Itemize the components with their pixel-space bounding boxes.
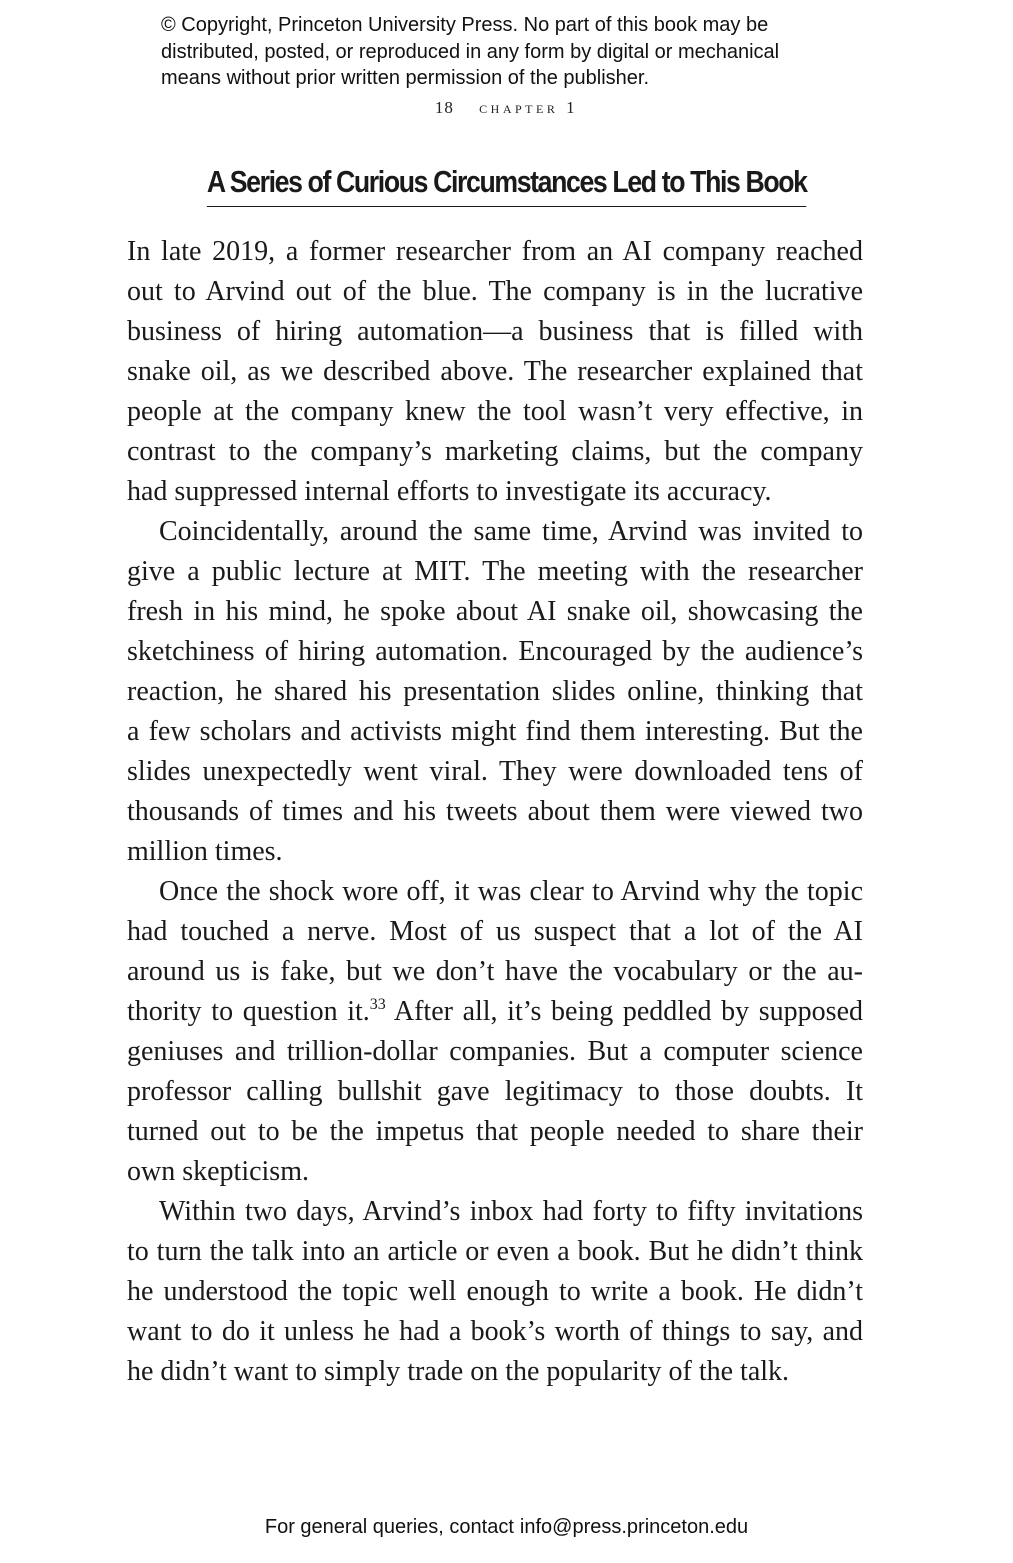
text-line: contrast to the company’s marketing claims, but the company	[127, 436, 863, 467]
text-line-with-footnote	[127, 992, 863, 1032]
text-line: had suppressed internal efforts to investigate its accuracy.	[127, 476, 772, 507]
text-line: he didn’t want to simply trade on the popularity of the talk.	[127, 1356, 790, 1387]
text-line: fresh in his mind, he spoke about AI snake oil, showcasing the	[127, 596, 863, 627]
text-line: million times.	[127, 836, 283, 867]
copyright-notice	[161, 12, 881, 92]
footer-email-link[interactable]: info@press.princeton.edu	[519, 1516, 749, 1538]
footer-label: For general queries, contact	[264, 1516, 514, 1538]
text-line: snake oil, as we described above. The researcher explained that	[127, 356, 863, 387]
text-line: geniuses and trillion-dollar companies. But a computer science	[127, 1036, 863, 1067]
text-line: want to do it unless he had a book’s worth of things to say, and	[127, 1316, 863, 1347]
text-line: people at the company knew the tool wasn’t very effective, in	[127, 396, 863, 427]
text-line: to turn the talk into an article or even a book. But he didn’t think	[127, 1236, 863, 1267]
text-line: around us is fake, but we don’t have the vocabulary or the au-	[127, 956, 863, 987]
text-line: turned out to be the impetus that people needed to share their	[127, 1116, 863, 1147]
page-number: 18	[434, 98, 454, 117]
copyright-line: means without prior written permission of the publisher.	[161, 67, 650, 89]
footnote-marker[interactable]: 33	[369, 996, 386, 1013]
text-line: business of hiring automation—a business that is filled with	[127, 316, 863, 347]
text-fragment: thority to question it.	[127, 996, 370, 1027]
section-heading: A Series of Curious Circumstances Led to This Book	[207, 162, 807, 207]
text-line: own skepticism.	[127, 1156, 309, 1187]
text-line: Within two days, Arvind’s inbox had forty to fifty invitations	[159, 1196, 863, 1227]
text-line: thousands of times and his tweets about them were viewed two	[127, 796, 863, 827]
section-heading-container	[0, 162, 1013, 207]
text-line: Coincidentally, around the same time, Arvind was invited to	[159, 516, 863, 547]
text-fragment: After all, it’s being peddled by supposed	[385, 996, 863, 1027]
text-line: In late 2019, a former researcher from an AI company reached	[127, 236, 863, 267]
footer	[0, 1516, 1013, 1539]
text-line: he understood the topic well enough to write a book. He didn’t	[127, 1276, 863, 1307]
paragraph	[127, 1192, 863, 1392]
body-text	[127, 232, 863, 1392]
text-line: a few scholars and activists might find them interesting. But the	[127, 716, 863, 747]
paragraph	[127, 512, 863, 872]
paragraph	[127, 232, 863, 512]
text-line: out to Arvind out of the blue. The company is in the lucrative	[127, 276, 863, 307]
paragraph	[127, 872, 863, 1192]
text-line: sketchiness of hiring automation. Encouraged by the audience’s	[127, 636, 863, 667]
text-line: professor calling bullshit gave legitimacy to those doubts. It	[127, 1076, 863, 1107]
chapter-label: chapter 1	[479, 98, 579, 117]
copyright-line: distributed, posted, or reproduced in any form by digital or mechanical	[161, 40, 780, 63]
text-line: reaction, he shared his presentation slides online, thinking that	[127, 676, 863, 707]
copyright-line: © Copyright, Princeton University Press. No part of this book may be	[161, 14, 769, 36]
text-line: give a public lecture at MIT. The meeting with the researcher	[127, 556, 863, 587]
text-line: Once the shock wore off, it was clear to Arvind why the topic	[159, 876, 863, 907]
text-line: slides unexpectedly went viral. They were downloaded tens of	[127, 756, 863, 787]
text-line: had touched a nerve. Most of us suspect that a lot of the AI	[127, 916, 863, 947]
running-head	[0, 98, 1013, 118]
